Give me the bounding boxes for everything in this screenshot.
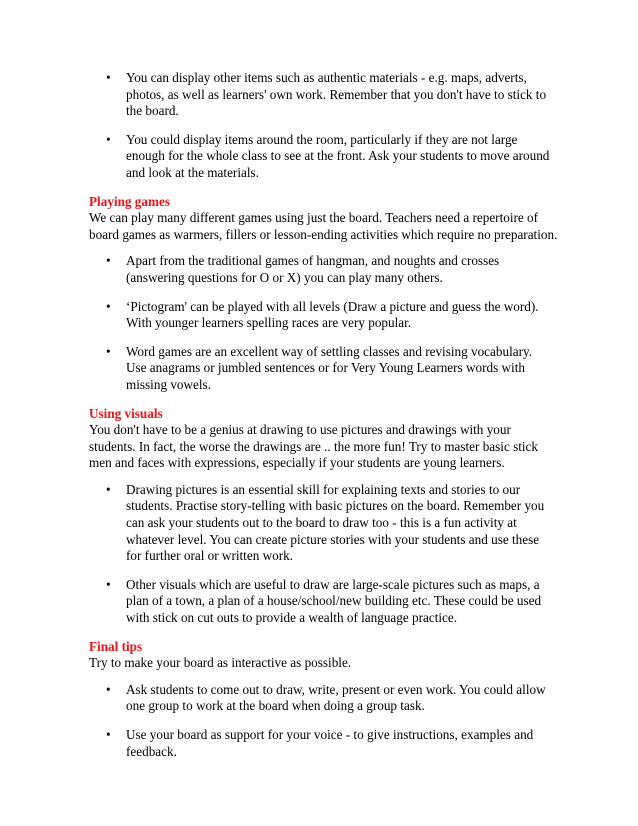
list-item-text: Ask students to come out to draw, write, present or even work. You could allow one group to work at the board when doing a group task. [126, 681, 546, 714]
section-using-visuals [89, 406, 559, 627]
list-item [89, 132, 550, 182]
document-page [89, 70, 559, 772]
list-item-text: ‘Pictogram' can be played with all levels (Draw a picture and guess the word). With younger learners spelling races are very popular. [126, 298, 539, 331]
section-heading: Final tips [89, 638, 143, 654]
list-item [89, 253, 550, 286]
list-item-text: Word games are an excellent way of settling classes and revising vocabulary. Use anagrams or jumbled sentences or for Very Young Learners words with missing vowels. [126, 343, 533, 392]
bullet-icon: • [106, 576, 111, 592]
bullet-icon: • [106, 70, 111, 85]
bullet-icon: • [106, 343, 111, 359]
list-item [89, 482, 550, 565]
section-heading: Using visuals [89, 405, 163, 421]
list-item-text: Use your board as support for your voice - to give instructions, examples and feedback. [126, 727, 534, 759]
list-item [89, 344, 550, 394]
bullet-icon: • [106, 298, 111, 314]
bullet-icon: • [106, 727, 111, 742]
list-item-text: Other visuals which are useful to draw are large-scale pictures such as maps, a plan of a town, a plan of a house/school/new building etc. These could be used with stick on cut outs to provide a wealth of language practice. [126, 576, 542, 626]
list-item-text: You can display other items such as authentic materials - e.g. maps, adverts, photos, as well as learners' own work. Remember that you don't have to stick to the board. [126, 70, 547, 119]
top-bullet-list [89, 70, 559, 182]
bullet-icon: • [106, 253, 111, 269]
list-item-text: You could display items around the room, particularly if they are not large enough for the whole class to see at the front. Ask your students to move around and look at the materials. [126, 131, 550, 180]
section-bullet-list [89, 253, 559, 393]
section-heading: Playing games [89, 193, 170, 209]
bullet-icon: • [106, 481, 111, 497]
section-bullet-list [89, 482, 559, 627]
list-item [89, 70, 550, 120]
section-bullet-list [89, 682, 559, 760]
section-playing-games [89, 194, 559, 394]
bullet-icon: • [106, 681, 111, 697]
bullet-icon: • [106, 131, 111, 147]
section-final-tips [89, 639, 559, 761]
section-intro: Try to make your board as interactive as possible. [89, 655, 352, 671]
list-item-text: Drawing pictures is an essential skill for explaining texts and stories to our students. Practise story-telling with basic pictures on the board. Remember you can ask your students out to the board to draw too - this is a fun activity at whatever level. You can create picture stories with your students and use these for further oral or written work. [126, 481, 545, 564]
list-item-text: Apart from the traditional games of hangman, and noughts and crosses (answering questions for O or X) you can play many others. [126, 253, 500, 285]
list-item [89, 577, 550, 627]
list-item [89, 682, 550, 715]
section-intro: You don't have to be a genius at drawing to use pictures and drawings with your students. In fact, the worse the drawings are .. the more fun! Try to master basic stick men and faces with expressions, especially if your students are young learners. [89, 422, 538, 471]
list-item [89, 299, 550, 332]
list-item [89, 727, 550, 760]
section-intro: We can play many different games using just the board. Teachers need a repertoire of board games as warmers, fillers or lesson-ending activities which require no preparation. [89, 210, 558, 242]
